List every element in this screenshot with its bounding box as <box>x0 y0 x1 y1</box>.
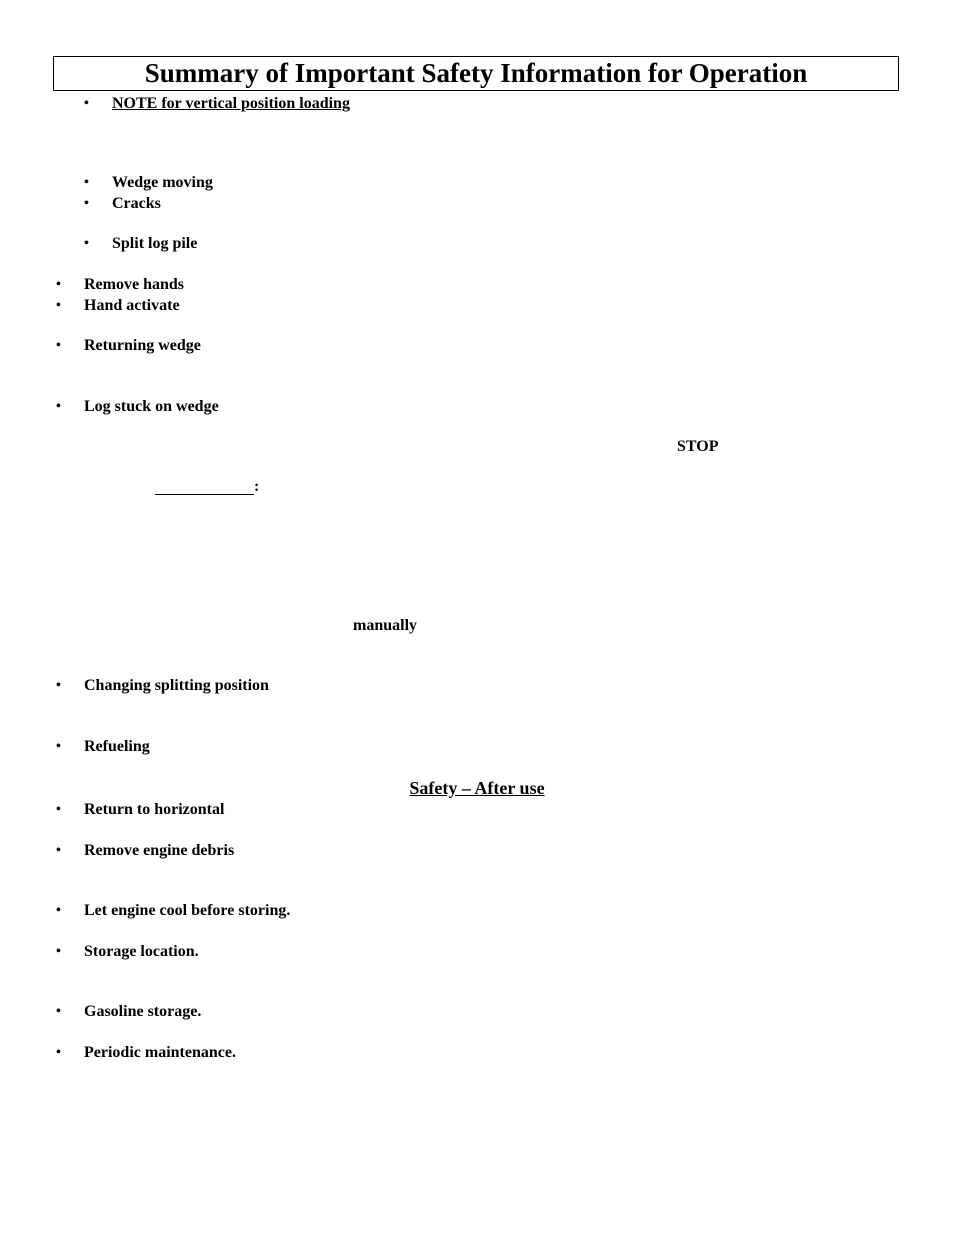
list-item-label: Cracks <box>112 195 161 212</box>
list-item-label: Gasoline storage. <box>84 1003 202 1020</box>
page-title: Summary of Important Safety Information for Operation <box>144 58 808 88</box>
manually-label: manually <box>353 617 418 634</box>
bullet-icon: • <box>56 277 61 292</box>
list-item-label: Remove engine debris <box>84 842 235 859</box>
bullet-icon: • <box>56 802 61 817</box>
list-item-gasoline-storage <box>56 1002 201 1022</box>
list-item-label: Periodic maintenance. <box>84 1044 236 1061</box>
bullet-icon: • <box>84 196 89 211</box>
bullet-icon: • <box>84 96 89 111</box>
list-item-label: Remove hands <box>84 276 185 293</box>
list-item-remove-hands <box>56 275 184 295</box>
list-item-split-log-pile <box>84 234 197 254</box>
bullet-icon: • <box>56 843 61 858</box>
list-item-label: Changing splitting position <box>84 677 269 694</box>
bullet-icon: • <box>56 399 61 414</box>
bullet-icon: • <box>56 739 61 754</box>
list-item-log-stuck-on-wedge <box>56 397 219 417</box>
bullet-icon: • <box>56 1045 61 1060</box>
list-item-label: Returning wedge <box>84 337 201 354</box>
list-item-label: Hand activate <box>84 297 180 314</box>
blank-colon: : <box>254 478 260 495</box>
list-item-return-to-horizontal <box>56 800 224 820</box>
list-item-cracks <box>84 194 161 214</box>
list-item-periodic-maintenance <box>56 1043 236 1063</box>
list-item-label: Refueling <box>84 738 150 755</box>
list-item-label: Wedge moving <box>112 174 213 191</box>
list-item-note-vertical-loading <box>84 94 350 114</box>
list-item-storage-location <box>56 942 199 962</box>
bullet-icon: • <box>84 236 89 251</box>
list-item-label: Return to horizontal <box>84 801 225 818</box>
bullet-icon: • <box>56 944 61 959</box>
bullet-icon: • <box>56 338 61 353</box>
bullet-icon: • <box>56 678 61 693</box>
bullet-icon: • <box>84 175 89 190</box>
list-item-returning-wedge <box>56 336 201 356</box>
list-item-wedge-moving <box>84 173 213 193</box>
list-item-label: Log stuck on wedge <box>84 398 219 415</box>
list-item-remove-engine-debris <box>56 841 234 861</box>
list-item-refueling <box>56 737 150 757</box>
bullet-icon: • <box>56 1004 61 1019</box>
list-item-changing-splitting-position <box>56 676 269 696</box>
title-box <box>53 56 899 91</box>
list-item-label: NOTE for vertical position loading <box>112 95 350 112</box>
section-heading-after-use: Safety – After use <box>409 778 545 798</box>
list-item-hand-activate <box>56 296 180 316</box>
list-item-let-engine-cool <box>56 901 290 921</box>
bullet-icon: • <box>56 903 61 918</box>
stop-label: STOP <box>677 438 719 455</box>
list-item-label: Let engine cool before storing. <box>84 902 291 919</box>
blank-underline <box>155 494 254 495</box>
list-item-label: Split log pile <box>112 235 198 252</box>
list-item-label: Storage location. <box>84 943 199 960</box>
bullet-icon: • <box>56 298 61 313</box>
